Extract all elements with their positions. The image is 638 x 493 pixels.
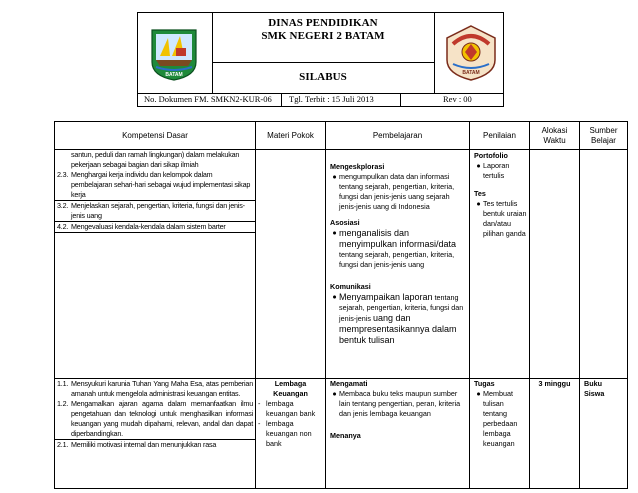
bullet-icon: ● [476, 199, 481, 208]
divider [434, 13, 435, 93]
bullet-icon: ● [332, 228, 337, 237]
batam-city-logo [146, 26, 202, 82]
kd-item [55, 439, 255, 450]
materi-cell [256, 150, 326, 379]
syllabus-table [54, 121, 628, 489]
kd-text: Memiliki motivasi internal dan menunjukkan rasa [71, 440, 217, 449]
kd-number [55, 150, 71, 170]
bullet-item [330, 172, 467, 212]
kd-number: 3.2. [57, 201, 69, 210]
step-heading: Mengamati [330, 379, 368, 388]
kd-item [55, 399, 255, 439]
bullet-text: Laporan tertulis [483, 161, 510, 180]
kd-item [55, 379, 255, 399]
header-line1: DINAS PENDIDIKAN [268, 17, 378, 29]
divider [212, 62, 434, 63]
penilaian-cell [470, 379, 530, 489]
bullet-item [330, 389, 467, 419]
document-header [137, 12, 504, 107]
issue-date: Tgl. Terbit : 15 Juli 2013 [289, 94, 374, 104]
materi-item: lembaga keuangan non bank [266, 419, 312, 448]
revision: Rev : 00 [443, 94, 472, 104]
bullet-text: Tes tertulis bentuk uraian dan/atau pilihan ganda [483, 199, 527, 238]
doc-number: No. Dokumen FM. SMKN2-KUR-06 [144, 94, 272, 104]
kd-item [55, 150, 255, 170]
materi-item: lembaga keuangan bank [266, 399, 316, 418]
bullet-text: tentang sejarah, pengertian, kriteria, fungsi dan jenis-jenis [339, 293, 464, 323]
bullet-icon: ● [476, 389, 481, 398]
kd-item [55, 200, 255, 221]
list-item: - lembaga keuangan bank [258, 399, 323, 419]
table-header-row [55, 122, 628, 150]
step-heading: Asosiasi [330, 218, 360, 227]
table-row [55, 150, 628, 379]
col-materi-pokok: Materi Pokok [256, 122, 326, 150]
pembelajaran-cell [326, 150, 470, 379]
col-kompetensi-dasar: Kompetensi Dasar [55, 122, 256, 150]
divider [400, 93, 401, 107]
step-heading: Menanya [330, 431, 361, 440]
bullet-item [474, 389, 527, 449]
bullet-text: uang dan mempresentasikannya dalam bentuk tulisan [339, 313, 457, 345]
kd-text: Menghargai kerja individu dan kelompok dalam pembelajaran sehari-hari sebagai wujud implementasi sikap kerja [71, 170, 251, 199]
bullet-icon: ● [476, 161, 481, 170]
bullet-text: tentang sejarah, pengertian, kriteria, fungsi dan jenis-jenis uang [339, 250, 455, 269]
col-penilaian: Penilaian [470, 122, 530, 150]
kd-number: 1.2. [57, 399, 69, 408]
list-item: - lembaga keuangan non bank [258, 419, 323, 449]
table-row [55, 379, 628, 489]
bullet-item [474, 161, 527, 181]
step-heading: Komunikasi [330, 282, 371, 291]
kd-number: 2.3. [57, 170, 69, 179]
materi-cell [256, 379, 326, 489]
bullet-icon: ● [332, 389, 337, 398]
bullet-text: Membuat tulisan tentang perbedaan lembaga keuangan [483, 389, 518, 448]
kd-text: Mengevaluasi kendala-kendala dalam sistem barter [71, 222, 226, 231]
sumber-cell: Buku Siswa [580, 379, 628, 489]
school-emblem [443, 24, 499, 82]
bullet-icon: ● [332, 172, 337, 181]
col-alokasi-waktu: Alokasi Waktu [530, 122, 580, 150]
kd-number: 4.2. [57, 222, 69, 231]
kd-number: 1.1. [57, 379, 69, 388]
col-pembelajaran: Pembelajaran [326, 122, 470, 150]
pembelajaran-cell [326, 379, 470, 489]
bullet-text: mengumpulkan data dan informasi tentang sejarah, pengertian, kriteria, fungsi dan jenis-jenis uang sejarah jenis-jenis uang di Indonesia [339, 172, 455, 211]
bullet-item [330, 292, 467, 346]
kd-item [55, 170, 255, 200]
kd-text: Menjelaskan sejarah, pengertian, kriteria, fungsi dan jenis-jenis uang [71, 201, 245, 220]
alokasi-cell [530, 150, 580, 379]
kd-number: 2.1. [57, 440, 69, 449]
assessment-heading: Tugas [474, 379, 495, 388]
assessment-heading: Portofolio [474, 151, 508, 160]
bullet-icon: ● [332, 292, 337, 301]
kd-item [55, 221, 255, 233]
assessment-heading: Tes [474, 189, 486, 198]
page-title: SILABUS [299, 71, 347, 83]
kd-text: Mengamalkan ajaran agama dalam memanfaatkan ilmu pengetahuan dan teknologi untuk menghasilkan informasi keuangan yang mudah dipahami, relevan, andal dan dapat diperbandingkan. [71, 399, 253, 438]
bullet-text: menganalisis dan menyimpulkan informasi/data [339, 228, 457, 249]
logo-caption: BATAM [165, 72, 183, 78]
divider [281, 93, 282, 107]
bullet-item [474, 199, 527, 239]
header-line2: SMK NEGERI 2 BATAM [261, 30, 385, 42]
emblem-caption: BATAM [462, 70, 480, 76]
kd-text: Mensyukuri karunia Tuhan Yang Maha Esa, atas pemberian amanah untuk mengelola administrasi keuangan entitas. [71, 379, 253, 398]
col-sumber-belajar: Sumber Belajar [580, 122, 628, 150]
penilaian-cell [470, 150, 530, 379]
materi-title: Keuangan [273, 389, 308, 398]
kd-cell [55, 150, 256, 379]
bullet-item [330, 228, 467, 270]
alokasi-cell: 3 minggu [530, 379, 580, 489]
step-heading: Mengeskplorasi [330, 162, 385, 171]
sumber-cell [580, 150, 628, 379]
bullet-text: Menyampaikan laporan [339, 292, 433, 302]
bullet-text: Membaca buku teks maupun sumber lain tentang pengertian, peran, kriteria dan jenis lembaga keuangan [339, 389, 461, 418]
kd-text: santun, peduli dan ramah lingkungan) dalam melakukan pekerjaan sebagai bagian dari sikap ilmiah [71, 150, 240, 169]
kd-cell [55, 379, 256, 489]
materi-title: Lembaga [274, 379, 307, 388]
